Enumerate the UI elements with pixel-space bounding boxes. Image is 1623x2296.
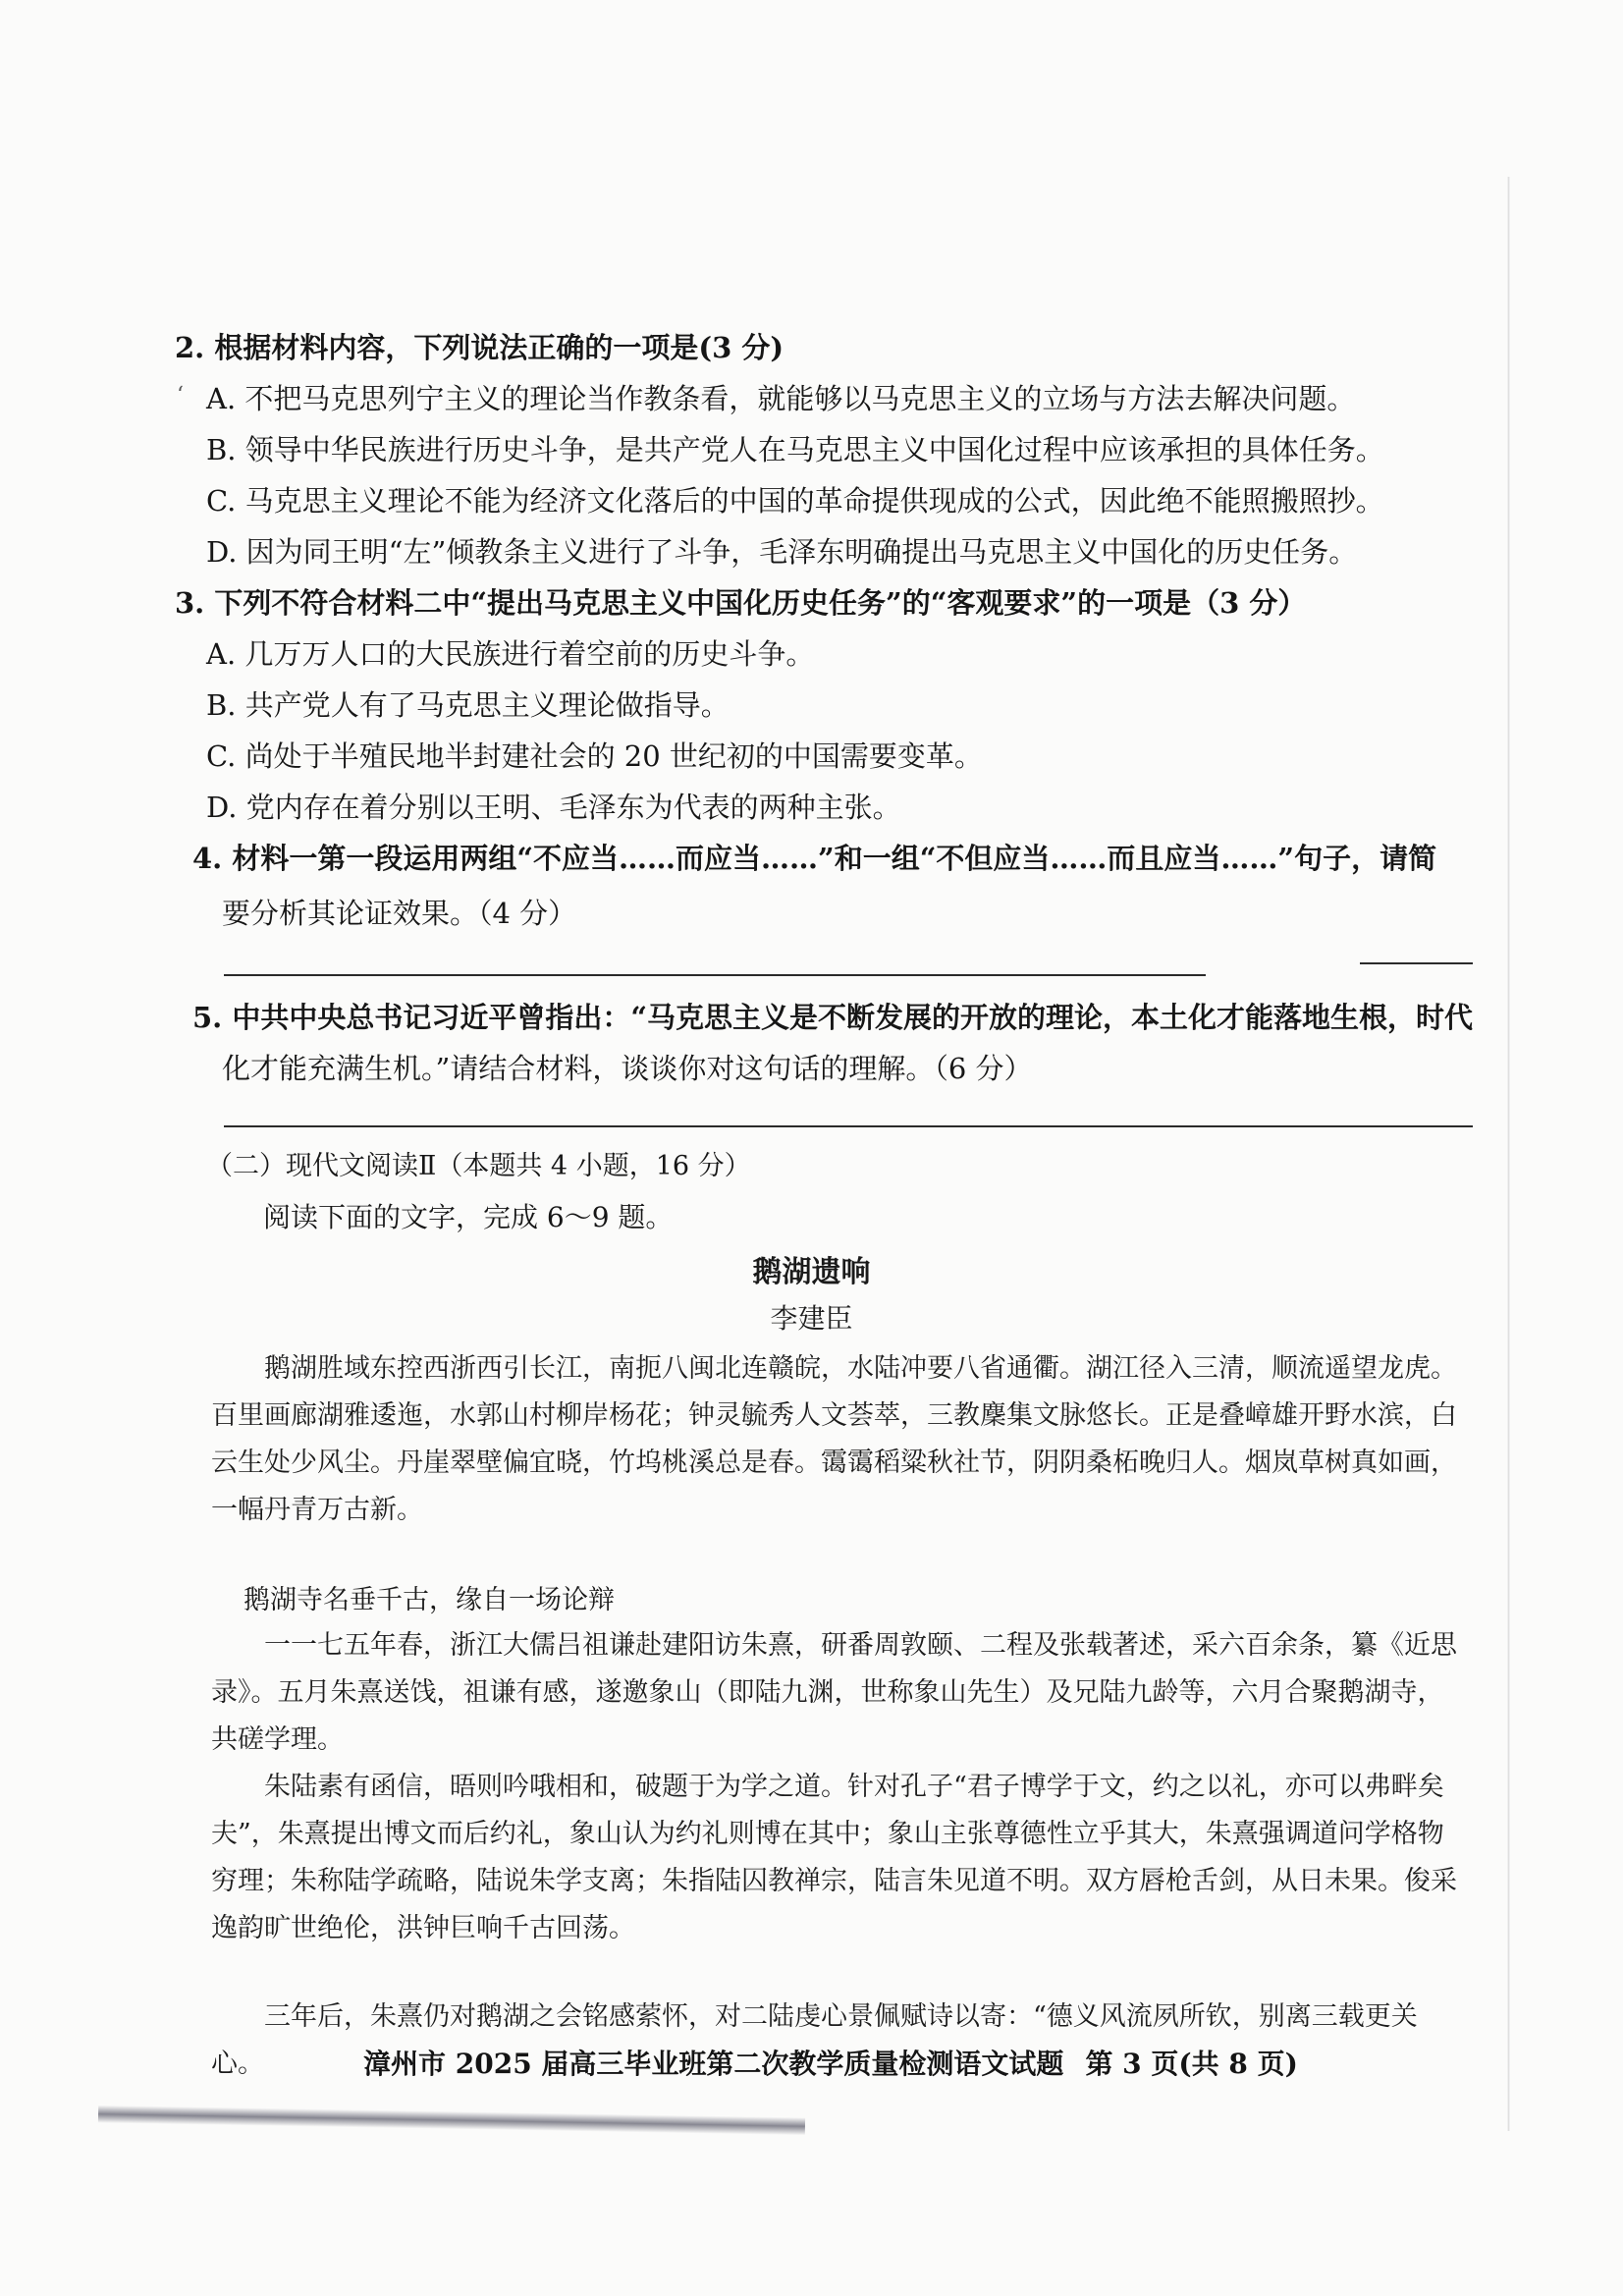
passage-paragraph-1: 鹅湖胜域东控西浙西引长江，南扼八闽北连赣皖，水陆冲要八省通衢。湖江径入三清，顺流遥望龙虎。百里画廊湖雅逶迤，水郭山村柳岸杨花；钟灵毓秀人文荟萃，三教麇集文脉悠长。正是叠嶂雄开野水滨，白云生处少风尘。丹崖翠壁偏宜晓，竹坞桃溪总是春。霭霭稻粱秋社节，阴阴桑柘晚归人。烟岚草树真如画，一幅丹青万古新。: [211, 1353, 1457, 1525]
question-3-stem: 3. 下列不符合材料二中“提出马克思主义中国化历史任务”的“客观要求”的一项是（3 分）: [175, 586, 1307, 620]
question-5-line-1: 5. 中共中央总书记习近平曾指出：“马克思主义是不断发展的开放的理论，本土化才能落地生根，时代: [192, 1001, 1474, 1034]
passage-paragraph-4: 三年后，朱熹仍对鹅湖之会铭感萦怀，对二陆虔心景佩赋诗以寄：“德义风流夙所钦，别离三载更关心。: [211, 2001, 1418, 2079]
section-heading: （二）现代文阅读Ⅱ（本题共 4 小题，16 分）: [206, 1151, 751, 1181]
passage-title: 鹅湖遗响: [752, 1255, 871, 1289]
question-2-option-c: C. 马克思主义理论不能为经济文化落后的中国的革命提供现成的公式，因此绝不能照搬照抄。: [206, 484, 1384, 518]
margin-mark: ‘: [177, 383, 184, 408]
page-footer: [363, 2043, 1298, 2082]
question-2-option-d: D. 因为同王明“左”倾教条主义进行了斗争，毛泽东明确提出马克思主义中国化的历史任务。: [206, 535, 1358, 569]
question-5-line-2: 化才能充满生机。”请结合材料，谈谈你对这句话的理解。（6 分）: [222, 1052, 1033, 1085]
question-3-option-b: B. 共产党人有了马克思主义理论做指导。: [206, 688, 730, 722]
question-3-option-c: C. 尚处于半殖民地半封建社会的 20 世纪初的中国需要变革。: [206, 739, 983, 773]
passage-author: 李建臣: [770, 1302, 853, 1335]
section-instruction: 阅读下面的文字，完成 6～9 题。: [263, 1201, 674, 1233]
footer-page-number: 第 3 页(共 8 页): [1085, 2048, 1298, 2080]
question-2-option-b: B. 领导中华民族进行历史斗争，是共产党人在马克思主义中国化过程中应该承担的具体任务。: [206, 433, 1384, 466]
page-edge-shadow: [1507, 177, 1510, 2131]
passage-subheading: 鹅湖寺名垂千古，缘自一场论辩: [243, 1585, 615, 1615]
question-4-line-2: 要分析其论证效果。（4 分）: [222, 897, 577, 930]
answer-line-q4-b: [1360, 962, 1473, 964]
question-3-option-a: A. 几万万人口的大民族进行着空前的历史斗争。: [206, 637, 815, 671]
question-4-line-1: 4. 材料一第一段运用两组“不应当……而应当……”和一组“不但应当……而且应当……”句子，请简: [192, 842, 1437, 875]
question-2-option-a: A. 不把马克思列宁主义的理论当作教条看，就能够以马克思主义的立场与方法去解决问题。: [206, 382, 1356, 415]
scan-shadow: [98, 2105, 805, 2136]
passage-paragraph-2: 一一七五年春，浙江大儒吕祖谦赴建阳访朱熹，研番周敦颐、二程及张载著述，采六百余条，纂《近思录》。五月朱熹送饯，祖谦有感，遂邀象山（即陆九渊，世称象山先生）及兄陆九龄等，六月合聚鹅湖寺，共磋学理。: [211, 1630, 1457, 1755]
answer-line-q4-a: [224, 974, 1206, 976]
question-3-option-d: D. 党内存在着分别以王明、毛泽东为代表的两种主张。: [206, 791, 901, 824]
question-2-stem: 2. 根据材料内容，下列说法正确的一项是(3 分): [175, 331, 784, 364]
footer-exam-title: 漳州市 2025 届高三毕业班第二次教学质量检测语文试题: [363, 2048, 1064, 2080]
passage-paragraph-3: 朱陆素有函信，晤则吟哦相和，破题于为学之道。针对孔子“君子博学于文，约之以礼，亦可以弗畔矣夫”，朱熹提出博文而后约礼，象山认为约礼则博在其中；象山主张尊德性立乎其大，朱熹强调道问学格物穷理；朱称陆学疏略，陆说朱学支离；朱指陆囚教禅宗，陆言朱见道不明。双方唇枪舌剑，从日未果。俊采逸韵旷世绝伦，洪钟巨响千古回荡。: [211, 1772, 1457, 1943]
answer-line-q5: [224, 1125, 1473, 1127]
